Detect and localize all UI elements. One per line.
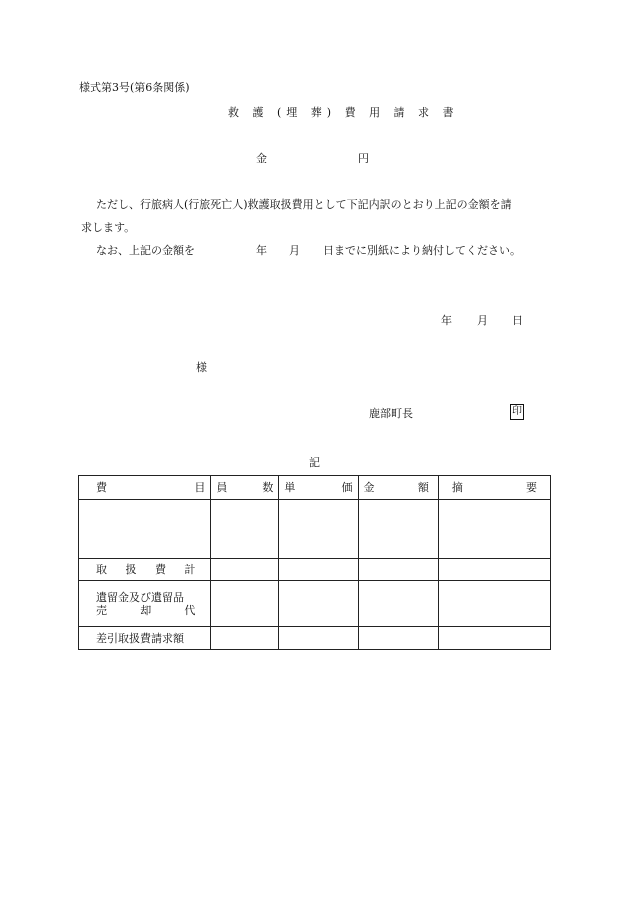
header-quantity: 員 数 [211, 476, 279, 500]
amount-kin-label: 金 [256, 152, 267, 165]
document-title: 救 護 (埋 葬) 費 用 請 求 書 [228, 106, 459, 119]
table-cell [358, 500, 438, 559]
header-unit-price: 単 価 [279, 476, 358, 500]
request-paragraph-line2: 求します。 [81, 221, 136, 234]
table-cell [211, 500, 279, 559]
request-paragraph-line1: ただし、行旅病人(行旅死亡人)救護取扱費用として下記内訳のとおり上記の金額を請 [96, 198, 512, 211]
cost-breakdown-table [78, 475, 551, 650]
table-cell [358, 559, 438, 581]
header-amount: 金 額 [358, 476, 438, 500]
amount-yen-label: 円 [358, 152, 369, 165]
date-year-label: 年 [441, 314, 452, 327]
form-number-label: 様式第3号(第6条関係) [79, 81, 190, 94]
table-cell [279, 559, 358, 581]
table-cell [438, 559, 550, 581]
table-cell [438, 500, 550, 559]
date-day-label: 日 [512, 314, 523, 327]
addressee-honorific: 様 [196, 361, 207, 374]
payment-paragraph-prefix: なお、上記の金額を [96, 244, 195, 257]
table-cell [279, 500, 358, 559]
date-month-label: 月 [477, 314, 488, 327]
net-claim-row [79, 627, 551, 650]
table-row [79, 500, 551, 559]
total-handling-cost-row [79, 559, 551, 581]
details-heading: 記 [309, 456, 320, 469]
table-cell [79, 500, 211, 559]
table-cell [279, 627, 358, 650]
issuer-name: 鹿部町長 [369, 407, 413, 420]
table-cell [279, 581, 358, 627]
table-cell [211, 559, 279, 581]
seal-mark: 印 [510, 404, 524, 420]
table-header-row [79, 476, 551, 500]
table-cell [358, 627, 438, 650]
payment-year-label: 年 [256, 244, 267, 257]
net-claim-label: 差引取扱費請求額 [79, 627, 211, 650]
payment-paragraph-suffix: 日までに別紙により納付してください。 [323, 244, 521, 257]
header-expense-item: 費 目 [79, 476, 211, 500]
payment-month-label: 月 [289, 244, 300, 257]
table-cell [358, 581, 438, 627]
total-handling-cost-label: 取 扱 費 計 [79, 559, 211, 581]
table-cell [438, 627, 550, 650]
leftover-sale-row [79, 581, 551, 627]
leftover-sale-label: 遺留金及び遺留品 売 却 代 [79, 581, 211, 627]
header-remarks: 摘 要 [438, 476, 550, 500]
table-cell [438, 581, 550, 627]
table-cell [211, 627, 279, 650]
table-cell [211, 581, 279, 627]
